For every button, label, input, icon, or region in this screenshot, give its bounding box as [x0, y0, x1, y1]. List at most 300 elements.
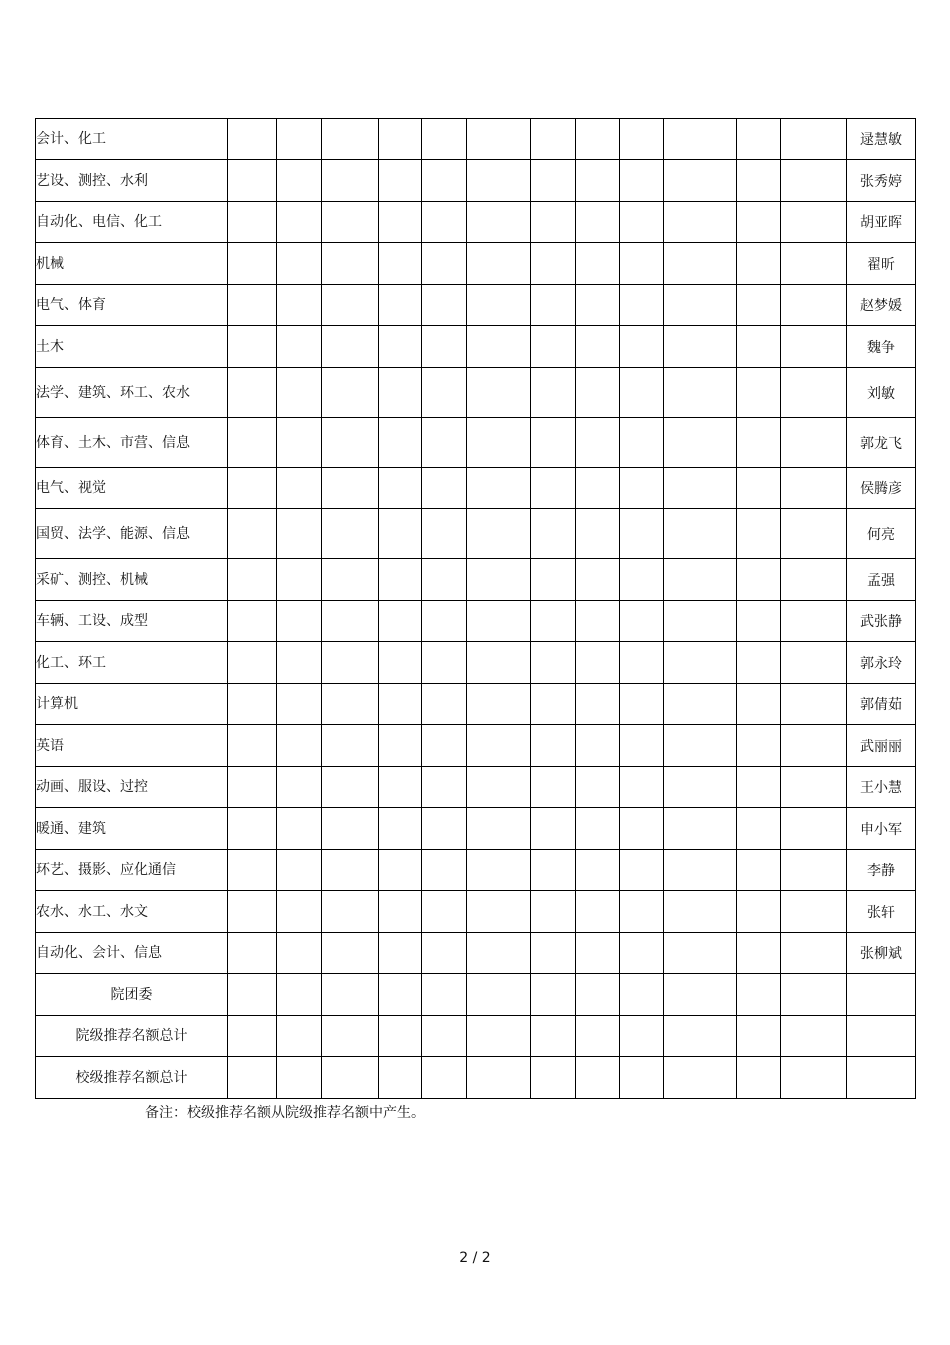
blank-cell	[531, 202, 576, 243]
blank-cell	[379, 160, 422, 202]
contact-name-cell: 何亮	[847, 509, 916, 559]
blank-cell	[664, 684, 737, 725]
blank-cell	[422, 468, 467, 509]
page-number: 2 / 2	[459, 1250, 491, 1266]
blank-cell	[467, 468, 531, 509]
blank-cell	[379, 1057, 422, 1099]
blank-cell	[781, 509, 847, 559]
blank-cell	[422, 684, 467, 725]
contact-name-cell: 申小军	[847, 808, 916, 850]
blank-cell	[228, 119, 277, 160]
blank-cell	[531, 509, 576, 559]
blank-cell	[322, 850, 379, 891]
blank-cell	[576, 368, 620, 418]
blank-cell	[664, 808, 737, 850]
blank-cell	[322, 418, 379, 468]
table-row	[36, 767, 916, 808]
blank-cell	[467, 725, 531, 767]
blank-cell	[228, 368, 277, 418]
blank-cell	[531, 468, 576, 509]
blank-cell	[576, 243, 620, 285]
blank-cell	[576, 850, 620, 891]
blank-cell	[379, 326, 422, 368]
summary-row	[36, 1016, 916, 1057]
major-cell: 采矿、测控、机械	[36, 559, 228, 601]
blank-cell	[620, 243, 664, 285]
blank-cell	[737, 202, 781, 243]
blank-cell	[228, 601, 277, 642]
major-cell: 动画、服设、过控	[36, 767, 228, 808]
blank-cell	[467, 509, 531, 559]
blank-cell	[664, 285, 737, 326]
blank-cell	[531, 808, 576, 850]
contact-name-cell: 侯腾彦	[847, 468, 916, 509]
major-cell: 国贸、法学、能源、信息	[36, 509, 228, 559]
blank-cell	[531, 891, 576, 933]
blank-cell	[781, 808, 847, 850]
blank-cell	[531, 725, 576, 767]
blank-cell	[322, 160, 379, 202]
blank-cell	[228, 509, 277, 559]
blank-cell	[379, 725, 422, 767]
contact-name-cell: 郭龙飞	[847, 418, 916, 468]
blank-cell	[664, 559, 737, 601]
major-cell: 暖通、建筑	[36, 808, 228, 850]
blank-cell	[737, 684, 781, 725]
blank-cell	[737, 418, 781, 468]
major-cell: 车辆、工设、成型	[36, 601, 228, 642]
blank-cell	[531, 1057, 576, 1099]
blank-cell	[664, 509, 737, 559]
blank-cell	[576, 974, 620, 1016]
blank-cell	[379, 642, 422, 684]
major-cell: 土木	[36, 326, 228, 368]
blank-cell	[737, 642, 781, 684]
blank-cell	[576, 418, 620, 468]
table-row	[36, 368, 916, 418]
blank-cell	[620, 160, 664, 202]
blank-cell	[277, 559, 322, 601]
blank-cell	[422, 285, 467, 326]
blank-cell	[228, 642, 277, 684]
blank-cell	[228, 418, 277, 468]
blank-cell	[664, 1057, 737, 1099]
blank-cell	[620, 1057, 664, 1099]
blank-cell	[531, 850, 576, 891]
blank-cell	[467, 119, 531, 160]
blank-cell	[737, 601, 781, 642]
blank-cell	[781, 1016, 847, 1057]
blank-cell	[576, 1057, 620, 1099]
blank-cell	[576, 509, 620, 559]
table-body	[36, 119, 916, 1099]
blank-cell	[664, 418, 737, 468]
blank-cell	[379, 202, 422, 243]
blank-cell	[781, 767, 847, 808]
major-cell: 电气、体育	[36, 285, 228, 326]
table-row	[36, 202, 916, 243]
contact-name-cell: 张轩	[847, 891, 916, 933]
blank-cell	[531, 974, 576, 1016]
blank-cell	[322, 1016, 379, 1057]
blank-cell	[664, 767, 737, 808]
blank-cell	[737, 468, 781, 509]
blank-cell	[322, 808, 379, 850]
summary-row	[36, 974, 916, 1016]
blank-cell	[664, 368, 737, 418]
contact-name-cell: 张柳斌	[847, 933, 916, 974]
blank-cell	[664, 933, 737, 974]
major-cell: 法学、建筑、环工、农水	[36, 368, 228, 418]
blank-cell	[322, 642, 379, 684]
major-cell: 计算机	[36, 684, 228, 725]
blank-cell	[620, 891, 664, 933]
blank-cell	[620, 601, 664, 642]
summary-row	[36, 1057, 916, 1099]
blank-cell	[737, 1016, 781, 1057]
blank-cell	[737, 559, 781, 601]
contact-name-cell: 刘敏	[847, 368, 916, 418]
blank-cell	[228, 243, 277, 285]
table-row	[36, 808, 916, 850]
blank-cell	[620, 850, 664, 891]
table-row	[36, 468, 916, 509]
blank-cell	[737, 808, 781, 850]
blank-cell	[531, 418, 576, 468]
blank-cell	[379, 808, 422, 850]
blank-cell	[847, 1016, 916, 1057]
table-row	[36, 891, 916, 933]
table-row	[36, 559, 916, 601]
blank-cell	[467, 808, 531, 850]
blank-cell	[737, 368, 781, 418]
blank-cell	[737, 326, 781, 368]
blank-cell	[576, 642, 620, 684]
blank-cell	[322, 243, 379, 285]
blank-cell	[576, 891, 620, 933]
blank-cell	[781, 468, 847, 509]
blank-cell	[277, 326, 322, 368]
blank-cell	[620, 559, 664, 601]
blank-cell	[664, 891, 737, 933]
blank-cell	[531, 160, 576, 202]
blank-cell	[781, 119, 847, 160]
blank-cell	[576, 119, 620, 160]
blank-cell	[422, 725, 467, 767]
blank-cell	[228, 160, 277, 202]
contact-name-cell: 胡亚晖	[847, 202, 916, 243]
blank-cell	[620, 642, 664, 684]
blank-cell	[322, 1057, 379, 1099]
blank-cell	[228, 767, 277, 808]
blank-cell	[228, 684, 277, 725]
blank-cell	[737, 119, 781, 160]
blank-cell	[422, 1016, 467, 1057]
blank-cell	[467, 974, 531, 1016]
blank-cell	[781, 160, 847, 202]
blank-cell	[422, 850, 467, 891]
blank-cell	[467, 559, 531, 601]
blank-cell	[620, 119, 664, 160]
blank-cell	[422, 509, 467, 559]
blank-cell	[422, 767, 467, 808]
blank-cell	[277, 767, 322, 808]
blank-cell	[277, 418, 322, 468]
summary-label-cell: 院团委	[36, 974, 228, 1016]
blank-cell	[322, 468, 379, 509]
table-row	[36, 285, 916, 326]
contact-name-cell: 郭倩茹	[847, 684, 916, 725]
blank-cell	[664, 974, 737, 1016]
table-row	[36, 243, 916, 285]
blank-cell	[379, 243, 422, 285]
blank-cell	[620, 509, 664, 559]
blank-cell	[737, 974, 781, 1016]
blank-cell	[467, 767, 531, 808]
blank-cell	[277, 725, 322, 767]
blank-cell	[737, 891, 781, 933]
blank-cell	[277, 285, 322, 326]
contact-name-cell: 魏争	[847, 326, 916, 368]
blank-cell	[620, 684, 664, 725]
blank-cell	[277, 601, 322, 642]
blank-cell	[620, 285, 664, 326]
blank-cell	[576, 767, 620, 808]
major-cell: 自动化、会计、信息	[36, 933, 228, 974]
blank-cell	[664, 202, 737, 243]
contact-name-cell: 赵梦媛	[847, 285, 916, 326]
blank-cell	[664, 725, 737, 767]
contact-name-cell: 孟强	[847, 559, 916, 601]
table-row	[36, 725, 916, 767]
blank-cell	[576, 326, 620, 368]
blank-cell	[576, 684, 620, 725]
blank-cell	[228, 326, 277, 368]
blank-cell	[422, 974, 467, 1016]
blank-cell	[467, 850, 531, 891]
blank-cell	[422, 160, 467, 202]
major-cell: 艺设、测控、水利	[36, 160, 228, 202]
blank-cell	[576, 559, 620, 601]
blank-cell	[620, 368, 664, 418]
blank-cell	[422, 368, 467, 418]
blank-cell	[737, 1057, 781, 1099]
blank-cell	[620, 418, 664, 468]
blank-cell	[781, 684, 847, 725]
blank-cell	[737, 509, 781, 559]
blank-cell	[664, 468, 737, 509]
blank-cell	[781, 725, 847, 767]
blank-cell	[277, 468, 322, 509]
blank-cell	[531, 326, 576, 368]
blank-cell	[379, 285, 422, 326]
blank-cell	[664, 119, 737, 160]
blank-cell	[664, 326, 737, 368]
table-row	[36, 684, 916, 725]
contact-name-cell: 郭永玲	[847, 642, 916, 684]
blank-cell	[467, 601, 531, 642]
contact-name-cell: 李静	[847, 850, 916, 891]
blank-cell	[576, 601, 620, 642]
blank-cell	[322, 326, 379, 368]
blank-cell	[576, 933, 620, 974]
blank-cell	[781, 326, 847, 368]
blank-cell	[379, 933, 422, 974]
blank-cell	[277, 509, 322, 559]
blank-cell	[228, 808, 277, 850]
blank-cell	[322, 767, 379, 808]
blank-cell	[422, 418, 467, 468]
blank-cell	[737, 725, 781, 767]
blank-cell	[781, 1057, 847, 1099]
blank-cell	[379, 418, 422, 468]
blank-cell	[422, 119, 467, 160]
blank-cell	[322, 285, 379, 326]
summary-label-cell: 院级推荐名额总计	[36, 1016, 228, 1057]
blank-cell	[228, 559, 277, 601]
blank-cell	[576, 285, 620, 326]
blank-cell	[277, 850, 322, 891]
blank-cell	[620, 974, 664, 1016]
blank-cell	[379, 974, 422, 1016]
blank-cell	[576, 725, 620, 767]
blank-cell	[620, 933, 664, 974]
major-cell: 自动化、电信、化工	[36, 202, 228, 243]
blank-cell	[322, 119, 379, 160]
blank-cell	[422, 601, 467, 642]
major-cell: 农水、水工、水文	[36, 891, 228, 933]
blank-cell	[531, 368, 576, 418]
blank-cell	[737, 767, 781, 808]
blank-cell	[277, 891, 322, 933]
blank-cell	[228, 468, 277, 509]
blank-cell	[531, 285, 576, 326]
blank-cell	[576, 808, 620, 850]
contact-name-cell: 武张静	[847, 601, 916, 642]
blank-cell	[620, 326, 664, 368]
blank-cell	[379, 850, 422, 891]
blank-cell	[847, 1057, 916, 1099]
table-row	[36, 850, 916, 891]
blank-cell	[379, 601, 422, 642]
blank-cell	[531, 1016, 576, 1057]
contact-name-cell: 武丽丽	[847, 725, 916, 767]
blank-cell	[531, 601, 576, 642]
blank-cell	[228, 974, 277, 1016]
major-cell: 体育、土木、市营、信息	[36, 418, 228, 468]
blank-cell	[322, 974, 379, 1016]
contact-name-cell: 王小慧	[847, 767, 916, 808]
table-row	[36, 601, 916, 642]
blank-cell	[228, 1057, 277, 1099]
blank-cell	[664, 1016, 737, 1057]
blank-cell	[576, 202, 620, 243]
blank-cell	[781, 850, 847, 891]
blank-cell	[664, 601, 737, 642]
blank-cell	[228, 285, 277, 326]
blank-cell	[277, 808, 322, 850]
blank-cell	[467, 326, 531, 368]
table-row	[36, 418, 916, 468]
table-row	[36, 509, 916, 559]
blank-cell	[379, 1016, 422, 1057]
contact-name-cell: 逯慧敏	[847, 119, 916, 160]
footnote: 备注：校级推荐名额从院级推荐名额中产生。	[145, 1105, 425, 1121]
blank-cell	[467, 202, 531, 243]
blank-cell	[737, 243, 781, 285]
blank-cell	[422, 559, 467, 601]
contact-name-cell: 翟昕	[847, 243, 916, 285]
blank-cell	[531, 559, 576, 601]
table-row	[36, 933, 916, 974]
blank-cell	[228, 725, 277, 767]
blank-cell	[322, 368, 379, 418]
blank-cell	[620, 767, 664, 808]
blank-cell	[737, 933, 781, 974]
table-row	[36, 642, 916, 684]
blank-cell	[379, 468, 422, 509]
blank-cell	[664, 642, 737, 684]
blank-cell	[664, 160, 737, 202]
blank-cell	[277, 160, 322, 202]
blank-cell	[781, 285, 847, 326]
blank-cell	[322, 601, 379, 642]
allocation-table	[35, 118, 916, 1099]
blank-cell	[379, 767, 422, 808]
blank-cell	[228, 933, 277, 974]
blank-cell	[737, 160, 781, 202]
blank-cell	[781, 418, 847, 468]
blank-cell	[322, 202, 379, 243]
blank-cell	[322, 891, 379, 933]
table-row	[36, 160, 916, 202]
blank-cell	[576, 468, 620, 509]
major-cell: 机械	[36, 243, 228, 285]
blank-cell	[277, 974, 322, 1016]
blank-cell	[422, 891, 467, 933]
major-cell: 电气、视觉	[36, 468, 228, 509]
blank-cell	[422, 202, 467, 243]
blank-cell	[277, 933, 322, 974]
blank-cell	[277, 368, 322, 418]
blank-cell	[781, 368, 847, 418]
blank-cell	[467, 891, 531, 933]
blank-cell	[379, 509, 422, 559]
blank-cell	[467, 1016, 531, 1057]
blank-cell	[781, 642, 847, 684]
blank-cell	[781, 601, 847, 642]
blank-cell	[277, 1016, 322, 1057]
blank-cell	[467, 1057, 531, 1099]
blank-cell	[467, 285, 531, 326]
blank-cell	[781, 933, 847, 974]
blank-cell	[620, 808, 664, 850]
blank-cell	[322, 684, 379, 725]
blank-cell	[422, 326, 467, 368]
blank-cell	[781, 559, 847, 601]
major-cell: 环艺、摄影、应化通信	[36, 850, 228, 891]
table-row	[36, 326, 916, 368]
blank-cell	[422, 933, 467, 974]
blank-cell	[531, 642, 576, 684]
blank-cell	[620, 725, 664, 767]
contact-name-cell: 张秀婷	[847, 160, 916, 202]
blank-cell	[737, 850, 781, 891]
blank-cell	[467, 160, 531, 202]
blank-cell	[781, 891, 847, 933]
blank-cell	[531, 119, 576, 160]
blank-cell	[379, 684, 422, 725]
